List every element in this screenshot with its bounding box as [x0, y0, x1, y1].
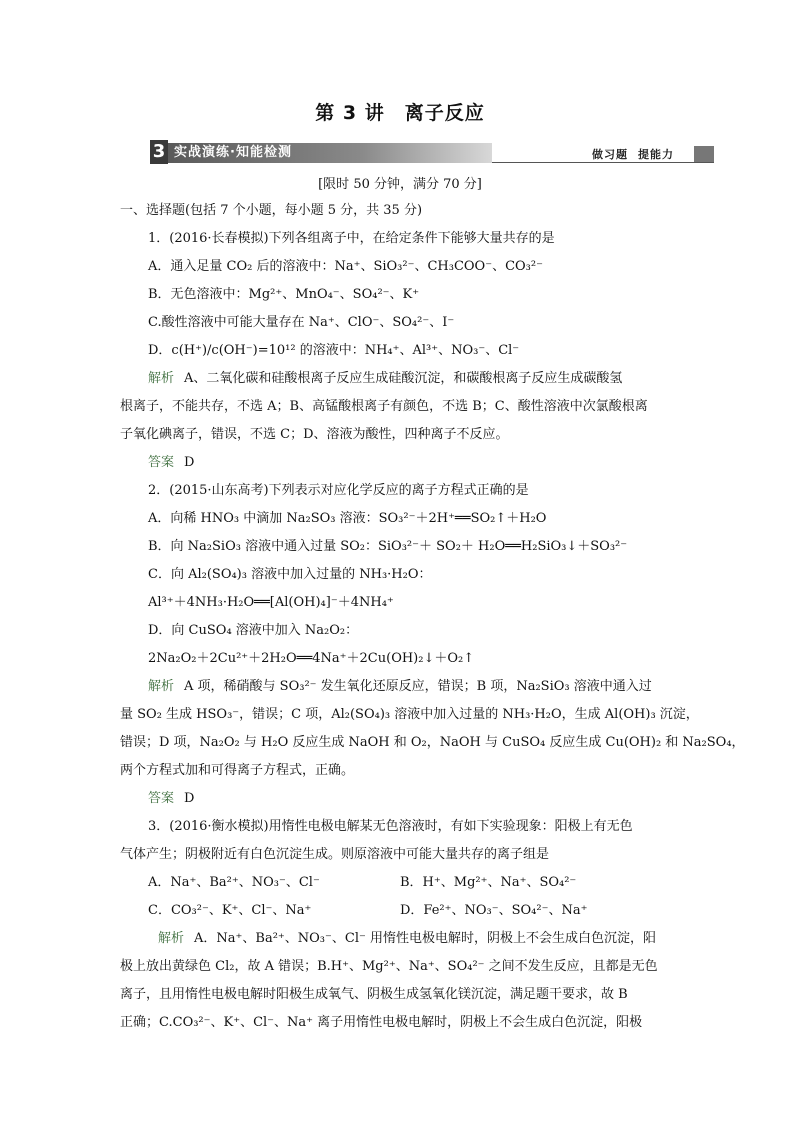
q2-answer: [148, 786, 708, 812]
q3-stem-2: 气体产生；阴极附近有白色沉淀生成。则原溶液中可能大量共存的离子组是: [120, 847, 550, 862]
section-banner: [150, 140, 714, 166]
section-number: 3: [150, 140, 168, 164]
q3-analysis-3: 离子，且用惰性电极电解时阳极生成氧气、阴极生成氢氧化镁沉淀，满足题干要求，故 B: [120, 987, 628, 1002]
q3-option-b: B．H⁺、Mg²⁺、Na⁺、SO₄²⁻: [400, 875, 577, 890]
analysis-label: 解析: [148, 371, 175, 386]
q1-option-d: D．c(H⁺)/c(OH⁻)=10¹² 的溶液中：NH₄⁺、Al³⁺、NO₃⁻、Cl⁻: [148, 343, 520, 358]
q2-analysis-1: [148, 674, 708, 700]
q2-analysis-2: 量 SO₂ 生成 HSO₃⁻，错误；C 项，Al₂(SO₄)₃ 溶液中加入过量的 NH₃·H₂O，生成 Al(OH)₃ 沉淀，: [120, 707, 699, 722]
q2-option-c-eq: Al³⁺＋4NH₃·H₂O══[Al(OH)₄]⁻＋4NH₄⁺: [148, 595, 394, 610]
q1-stem: 1．(2016·长春模拟)下列各组离子中，在给定条件下能够大量共存的是: [148, 231, 555, 246]
q1-option-c: C.酸性溶液中可能大量存在 Na⁺、ClO⁻、SO₄²⁻、I⁻: [148, 315, 455, 330]
banner-strip: [168, 143, 492, 163]
q2-analysis-4: 两个方程式加和可得离子方程式，正确。: [120, 763, 355, 778]
q1-analysis-2: 根离子，不能共存，不选 A；B、高锰酸根离子有颜色，不选 B；C、酸性溶液中次氯酸根离: [120, 399, 648, 414]
time-limit: [限时 50 分钟，满分 70 分]: [318, 177, 482, 192]
q1-option-a: A．通入足量 CO₂ 后的溶液中：Na⁺、SiO₃²⁻、CH₃COO⁻、CO₃²⁻: [148, 259, 543, 274]
banner-right: [592, 146, 674, 162]
section-heading: 一、选择题(包括 7 个小题，每小题 5 分，共 35 分): [120, 203, 423, 218]
q1-analysis-text-1: A、二氧化碳和硅酸根离子反应生成硅酸沉淀，和碳酸根离子反应生成碳酸氢: [184, 371, 623, 386]
analysis-label: 解析: [158, 931, 185, 946]
banner-block: [694, 146, 714, 162]
q3-option-d: D．Fe²⁺、NO₃⁻、SO₄²⁻、Na⁺: [400, 903, 588, 918]
q1-answer-value: D: [184, 455, 195, 470]
q2-option-d-eq: 2Na₂O₂＋2Cu²⁺＋2H₂O══4Na⁺＋2Cu(OH)₂↓＋O₂↑: [148, 651, 475, 666]
banner-right-2: 提能力: [638, 148, 674, 161]
banner-heading: 实战演练·知能检测: [174, 145, 292, 160]
q1-analysis-1: [148, 366, 708, 392]
q2-option-a: A．向稀 HNO₃ 中滴加 Na₂SO₃ 溶液：SO₃²⁻＋2H⁺══SO₂↑＋H₂O: [148, 511, 547, 526]
q2-analysis-3: 错误；D 项，Na₂O₂ 与 H₂O 反应生成 NaOH 和 O₂，NaOH 与 CuSO₄ 反应生成 Cu(OH)₂ 和 Na₂SO₄，: [120, 735, 745, 750]
answer-label: 答案: [148, 455, 175, 470]
q3-analysis-4: 正确；C.CO₃²⁻、K⁺、Cl⁻、Na⁺ 离子用惰性电极电解时，阴极上不会生成白色沉淀，阳极: [120, 1015, 643, 1030]
q3-stem-1: 3．(2016·衡水模拟)用惰性电极电解某无色溶液时，有如下实验现象：阳极上有无色: [148, 819, 633, 834]
q2-analysis-text-1: A 项，稀硝酸与 SO₃²⁻ 发生氧化还原反应，错误；B 项，Na₂SiO₃ 溶液中通入过: [184, 679, 652, 694]
q1-analysis-3: 子氧化碘离子，错误，不选 C；D、溶液为酸性，四种离子不反应。: [120, 427, 509, 442]
q3-analysis-2: 极上放出黄绿色 Cl₂，故 A 错误；B.H⁺、Mg²⁺、Na⁺、SO₄²⁻ 之间不发生反应，且都是无色: [120, 959, 658, 974]
q3-analysis-text-1: A．Na⁺、Ba²⁺、NO₃⁻、Cl⁻ 用惰性电极电解时，阴极上不会生成白色沉淀，阳: [194, 931, 656, 946]
q2-option-d: D．向 CuSO₄ 溶液中加入 Na₂O₂：: [148, 623, 359, 638]
banner-right-1: 做习题: [592, 148, 628, 161]
page-title: 第 3 讲 离子反应: [315, 102, 485, 124]
answer-label: 答案: [148, 791, 175, 806]
q2-option-c: C．向 Al₂(SO₄)₃ 溶液中加入过量的 NH₃·H₂O：: [148, 567, 432, 582]
banner-rule: [492, 162, 714, 163]
q1-answer: [148, 450, 708, 476]
q1-option-b: B．无色溶液中：Mg²⁺、MnO₄⁻、SO₄²⁻、K⁺: [148, 287, 420, 302]
q3-option-a: A．Na⁺、Ba²⁺、NO₃⁻、Cl⁻: [148, 875, 320, 890]
q2-stem: 2．(2015·山东高考)下列表示对应化学反应的离子方程式正确的是: [148, 483, 529, 498]
analysis-label: 解析: [148, 679, 175, 694]
q2-answer-value: D: [184, 791, 195, 806]
q3-analysis-1: [158, 926, 718, 952]
q2-option-b: B．向 Na₂SiO₃ 溶液中通入过量 SO₂：SiO₃²⁻＋ SO₂＋ H₂O══H₂SiO₃↓＋SO₃²⁻: [148, 539, 628, 554]
q3-option-c: C．CO₃²⁻、K⁺、Cl⁻、Na⁺: [148, 903, 312, 918]
